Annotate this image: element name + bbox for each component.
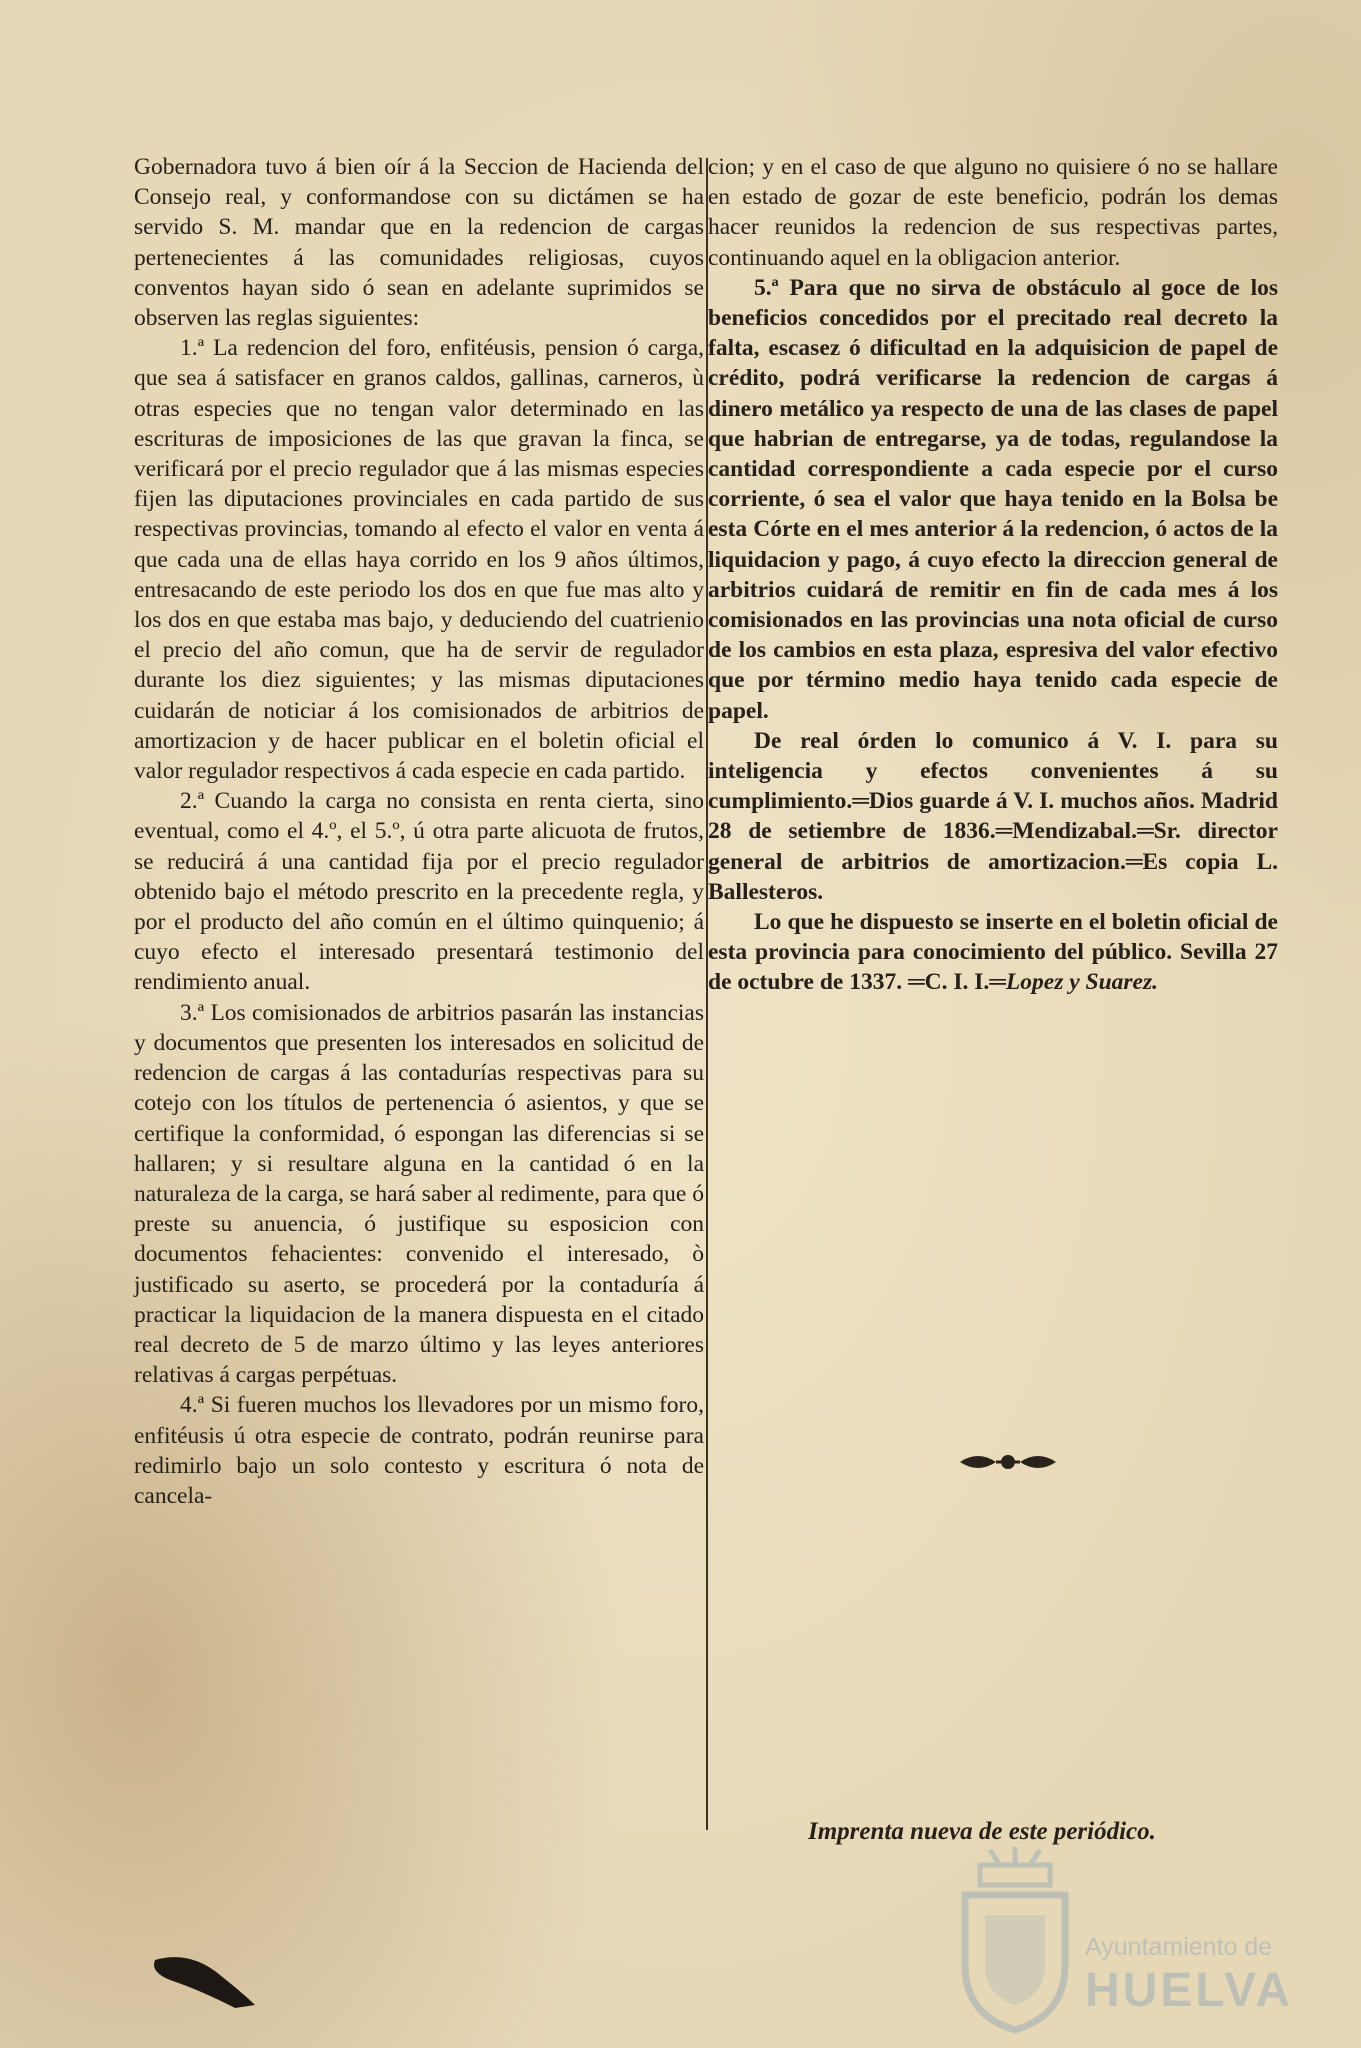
rule-5-text: Para que no sirva de obstáculo al goce de los beneficios concedidos por el precitado real decreto la falta, escasez ó dificultad en la adquisicion de papel de crédito, podrá verificarse la redencion de cargas á dinero metálico ya respecto de una de las clases de papel que habrian de entregarse, ya de todas, regulandose la cantidad correspondiente a cada especie por el curso corriente, ó sea el valor que haya tenido en la Bolsa be esta Córte en el mes anterior á la redencion, ó actos de la liquidacion y pago, á cuyo efecto la direccion general de arbitrios cuidará de remitir en fin de cada mes á los comisionados en las provincias una nota oficial de curso de los cambios en esta plaza, espresiva del valor efectivo que por término medio haya tenido cada especie de papel. <box>708 274 1278 724</box>
rule-1-number: 1.ª <box>180 335 205 362</box>
signature-prefix: ═C. I. I.═ <box>907 969 1006 996</box>
rule-5 <box>708 273 1278 726</box>
right-column <box>708 152 1278 998</box>
signature-name: Lopez y Suarez. <box>1005 969 1159 996</box>
rule-3-text: Los comisionados de arbitrios pasarán las instancias y documentos que presenten los interesados en solicitud de redencion de cargas á las contadurías respectivas para su cotejo con los títulos de pertenencia ó asientos, y que se certifique la conformidad, ó espongan las diferencias si se hallaren; y si resultare alguna en la cantidad ó en la naturaleza de la carga, se hará saber al redimente, para que ó preste su anuencia, ó justifique su esposicion con documentos fehacientes: convenido el interesado, ò justificado su aserto, se procederá por la contaduría á practicar la liquidacion de la manera dispuesta en el citado real decreto de 5 de marzo último y las leyes anteriores relativas á cargas perpétuas. <box>134 999 704 1389</box>
ornament-icon <box>958 1448 1058 1476</box>
rule-4-text: Si fueren muchos los llevadores por un mismo foro, enfitéusis ú otra especie de contrato, podrán reunirse para redimirlo bajo un solo contesto y escritura ó nota de cancela- <box>134 1392 704 1509</box>
left-column <box>134 152 704 1511</box>
publication-text: Lo que he dispuesto se inserte en el boletin oficial de esta provincia para conocimiento del público. Sevilla 27 de octubre de 1337. <box>708 909 1278 996</box>
rule-2-text: Cuando la carga no consista en renta cierta, sino eventual, como el 4.º, el 5.º, ú otra parte alicuota de frutos, se reducirá á una cantidad fija por el precio regulador obtenido bajo el método prescrito en la precedente regla, y por el producto del año común en el último quinquenio; á cuyo efecto el interesado presentará testimonio del rendimiento anual. <box>134 788 704 996</box>
intro-paragraph: Gobernadora tuvo á bien oír á la Seccion de Hacienda del Consejo real, y conformandose con su dictámen se ha servido S. M. mandar que en la redencion de cargas pertenecientes á las comunidades religiosas, cuyos conventos hayan sido ó sean en adelante suprimidos se observen las reglas siguientes: <box>134 154 704 332</box>
rule-1-text: La redencion del foro, enfitéusis, pension ó carga, que sea á satisfacer en granos caldos, gallinas, carneros, ù otras especies que no tengan valor determinado en las escrituras de imposiciones de las que gravan la finca, se verificará por el precio regulador que á las mismas especies fijen las diputaciones provinciales en cada partido de sus respectivas provincias, tomando al efecto el valor en venta á que cada una de ellas haya corrido en los 9 años últimos, entresacando de este periodo los dos en que fue mas alto y los dos en que estaba mas bajo, y deduciendo del cuatrienio el precio del año comun, que ha de servir de regulador durante los diez siguientes; y las mismas diputaciones cuidarán de noticiar á los comisionados de arbitrios de amortizacion y de hacer publicar en el boletin oficial el valor regulador respectivos á cada especie en cada partido. <box>134 335 704 785</box>
rule-2 <box>134 786 704 997</box>
closing-publication <box>708 907 1278 998</box>
closing-order: De real órden lo comunico á V. I. para su inteligencia y efectos convenientes á su cumplimiento.═Dios guarde á V. I. muchos años. Madrid 28 de setiembre de 1836.═Mendizabal.═Sr. director general de arbitrios de amortizacion.═Es copia L. Ballesteros. <box>708 727 1278 905</box>
coat-of-arms-icon <box>950 1845 1080 2035</box>
rule-5-number: 5.ª <box>754 274 779 301</box>
rule-2-number: 2.ª <box>180 788 205 815</box>
rule-1 <box>134 333 704 786</box>
watermark <box>940 1845 1300 2045</box>
watermark-line-1: Ayuntamiento de <box>1085 1933 1273 1961</box>
printer-imprint: Imprenta nueva de este periódico. <box>808 1818 1156 1845</box>
rule-3 <box>134 998 704 1391</box>
rule-4-continuation: cion; y en el caso de que alguno no quisiere ó no se hallare en estado de gozar de este beneficio, podrán los demas hacer reunidos la redencion de sus respectivas partes, continuando aquel en la obligacion anterior. <box>708 154 1278 271</box>
rule-4 <box>134 1390 704 1511</box>
ink-stain <box>150 1950 260 2010</box>
watermark-line-2: HUELVA <box>1085 1964 1294 2017</box>
rule-3-number: 3.ª <box>180 999 205 1026</box>
rule-4-number: 4.ª <box>180 1392 205 1419</box>
